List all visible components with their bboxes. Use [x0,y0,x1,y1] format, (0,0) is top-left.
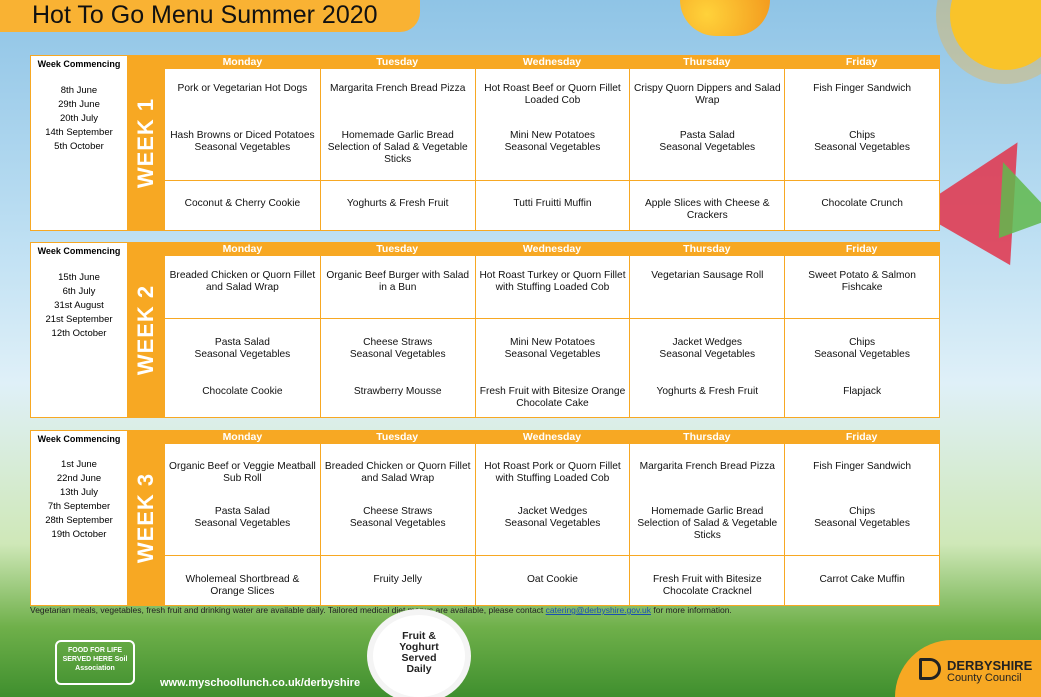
week-commencing-label: Week Commencing [37,59,121,69]
day-column [165,256,320,417]
day-header: Friday [784,243,939,256]
menu-item: Sweet Potato & Salmon Fishcake [808,270,916,293]
menu-item: Cheese Straws Seasonal Vegetables [349,337,446,360]
day-column [629,444,784,605]
email-link[interactable]: catering@derbyshire.gov.uk [545,605,651,615]
week-date: 20th July [59,113,99,124]
day-header: Thursday [629,431,784,444]
row-divider [165,180,320,181]
menu-item: Strawberry Mousse [353,386,442,397]
week-label: WEEK 2 [133,284,158,376]
day-header: Thursday [629,243,784,256]
menu-item: Homemade Garlic Bread Selection of Salad & Vegetable Sticks [637,506,778,541]
menu-item: Hot Roast Beef or Quorn Fillet Loaded Cob [484,83,621,106]
week-label: WEEK 1 [133,97,158,189]
week-date: 28th September [45,515,113,526]
day-header: Thursday [629,56,784,69]
day-header: Wednesday [475,243,630,256]
day-header: Wednesday [475,56,630,69]
day-header: Friday [784,56,939,69]
menu-item: Fish Finger Sandwich [813,461,912,472]
menu-item: Vegetarian Sausage Roll [651,270,764,281]
footnote-tail: for more information. [651,605,732,615]
week-date: 21st September [45,314,113,325]
day-column [784,256,939,417]
menu-item: Chocolate Crunch [821,198,903,209]
website-link[interactable]: www.myschoollunch.co.uk/derbyshire [160,677,361,689]
day-column [320,444,475,605]
row-divider [476,180,630,181]
row-divider [630,318,784,319]
week-block [30,242,940,418]
week-date: 29th June [58,99,100,110]
week-commencing-label: Week Commencing [37,434,121,444]
menu-item: Fish Finger Sandwich [813,83,912,94]
menu-item: Chocolate Cookie [202,386,283,397]
day-column [629,256,784,417]
row-divider [630,555,784,556]
day-header: Friday [784,431,939,444]
menu-item: Pasta Salad Seasonal Vegetables [194,337,291,360]
week-date: 5th October [54,141,104,152]
day-header-row [165,431,939,444]
week-commencing-panel [31,56,128,230]
day-column [475,444,630,605]
week-band [127,431,165,605]
menu-grid [165,256,939,417]
day-column [475,69,630,230]
row-divider [321,180,475,181]
menu-item: Hot Roast Pork or Quorn Fillet with Stuffing Loaded Cob [484,461,621,484]
title-banner [0,0,420,32]
menu-item: Fresh Fruit with Bitesize Chocolate Cracknel [652,574,762,597]
day-header-row [165,56,939,69]
butterfly-decoration [680,0,770,36]
week-date: 14th September [45,127,113,138]
day-header: Monday [165,243,320,256]
week-label: WEEK 3 [133,472,158,564]
footnote [30,605,732,615]
footnote-text: Vegetarian meals, vegetables, fresh fruit and drinking water are available daily. Tailored medical diet menus are available, please contact [30,605,546,615]
council-logo-icon [919,658,941,680]
week-block [30,55,940,231]
week-date: 8th June [60,85,98,96]
row-divider [476,555,630,556]
menu-item: Pasta Salad Seasonal Vegetables [659,130,756,153]
menu-item: Apple Slices with Cheese & Crackers [645,198,770,221]
day-header: Wednesday [475,431,630,444]
menu-item: Breaded Chicken or Quorn Fillet and Salad Wrap [324,461,471,484]
menu-item: Yoghurts & Fresh Fruit [656,386,759,397]
sun-decoration [950,0,1041,70]
menu-item: Jacket Wedges Seasonal Vegetables [504,506,601,529]
menu-item: Margarita French Bread Pizza [330,83,466,94]
week-date: 6th July [62,286,96,297]
menu-item: Yoghurts & Fresh Fruit [346,198,449,209]
week-band [127,56,165,230]
day-column [784,69,939,230]
menu-item: Jacket Wedges Seasonal Vegetables [659,337,756,360]
day-column [629,69,784,230]
day-column [320,69,475,230]
daisy-badge [373,615,465,697]
menu-item: Flapjack [843,386,882,397]
menu-item: Margarita French Bread Pizza [639,461,775,472]
menu-item: Coconut & Cherry Cookie [184,198,301,209]
menu-item: Cheese Straws Seasonal Vegetables [349,506,446,529]
row-divider [476,318,630,319]
daisy-badge-text: Fruit & Yoghurt Served Daily [399,630,439,675]
day-header: Tuesday [320,56,475,69]
council-name: DERBYSHIRE [947,658,1033,673]
menu-item: Pork or Vegetarian Hot Dogs [177,83,308,94]
menu-item: Organic Beef or Veggie Meatball Sub Roll [169,461,316,484]
row-divider [321,555,475,556]
day-column [784,444,939,605]
row-divider [165,318,320,319]
menu-item: Mini New Potatoes Seasonal Vegetables [504,130,601,153]
menu-item: Oat Cookie [527,574,578,585]
row-divider [165,555,320,556]
day-column [475,256,630,417]
menu-item: Homemade Garlic Bread Selection of Salad & Vegetable Sticks [327,130,468,165]
week-date: 12th October [51,328,107,339]
menu-item: Carrot Cake Muffin [819,574,905,585]
menu-item: Tutti Fruitti Muffin [513,198,592,209]
menu-item: Organic Beef Burger with Salad in a Bun [326,270,470,293]
menu-item: Fresh Fruit with Bitesize Orange Chocolate Cake [479,386,626,409]
row-divider [785,318,939,319]
week-date: 22nd June [56,473,102,484]
day-header: Tuesday [320,431,475,444]
menu-item: Fruity Jelly [373,574,423,585]
day-column [165,69,320,230]
menu-item: Breaded Chicken or Quorn Fillet and Salad Wrap [169,270,316,293]
day-column [320,256,475,417]
day-column [165,444,320,605]
week-band [127,243,165,417]
week-date: 15th June [58,272,100,283]
menu-item: Crispy Quorn Dippers and Salad Wrap [633,83,781,106]
menu-item: Hash Browns or Diced Potatoes Seasonal Vegetables [170,130,315,153]
day-header: Tuesday [320,243,475,256]
week-date: 13th July [59,487,99,498]
week-date: 19th October [51,529,107,540]
week-block [30,430,940,606]
row-divider [785,555,939,556]
menu-grid [165,444,939,605]
menu-item: Wholemeal Shortbread & Orange Slices [185,574,300,597]
council-logo [895,640,1041,697]
week-date: 7th September [47,501,111,512]
page-title: Hot To Go Menu Summer 2020 [32,1,378,29]
menu-item: Mini New Potatoes Seasonal Vegetables [504,337,601,360]
menu-item: Hot Roast Turkey or Quorn Fillet with Stuffing Loaded Cob [479,270,626,293]
menu-item: Pasta Salad Seasonal Vegetables [194,506,291,529]
food-for-life-logo: FOOD FOR LIFE SERVED HERE Soil Association [55,640,135,685]
week-commencing-label: Week Commencing [37,246,121,256]
row-divider [321,318,475,319]
menu-item: Chips Seasonal Vegetables [814,130,910,153]
week-commencing-panel [31,243,128,417]
row-divider [630,180,784,181]
day-header-row [165,243,939,256]
menu-item: Chips Seasonal Vegetables [814,337,910,360]
week-date: 31st August [54,300,104,311]
row-divider [785,180,939,181]
week-commencing-panel [31,431,128,605]
day-header: Monday [165,56,320,69]
day-header: Monday [165,431,320,444]
council-subname: County Council [947,672,1022,684]
menu-grid [165,69,939,230]
week-date: 1st June [61,459,97,470]
menu-item: Chips Seasonal Vegetables [814,506,910,529]
